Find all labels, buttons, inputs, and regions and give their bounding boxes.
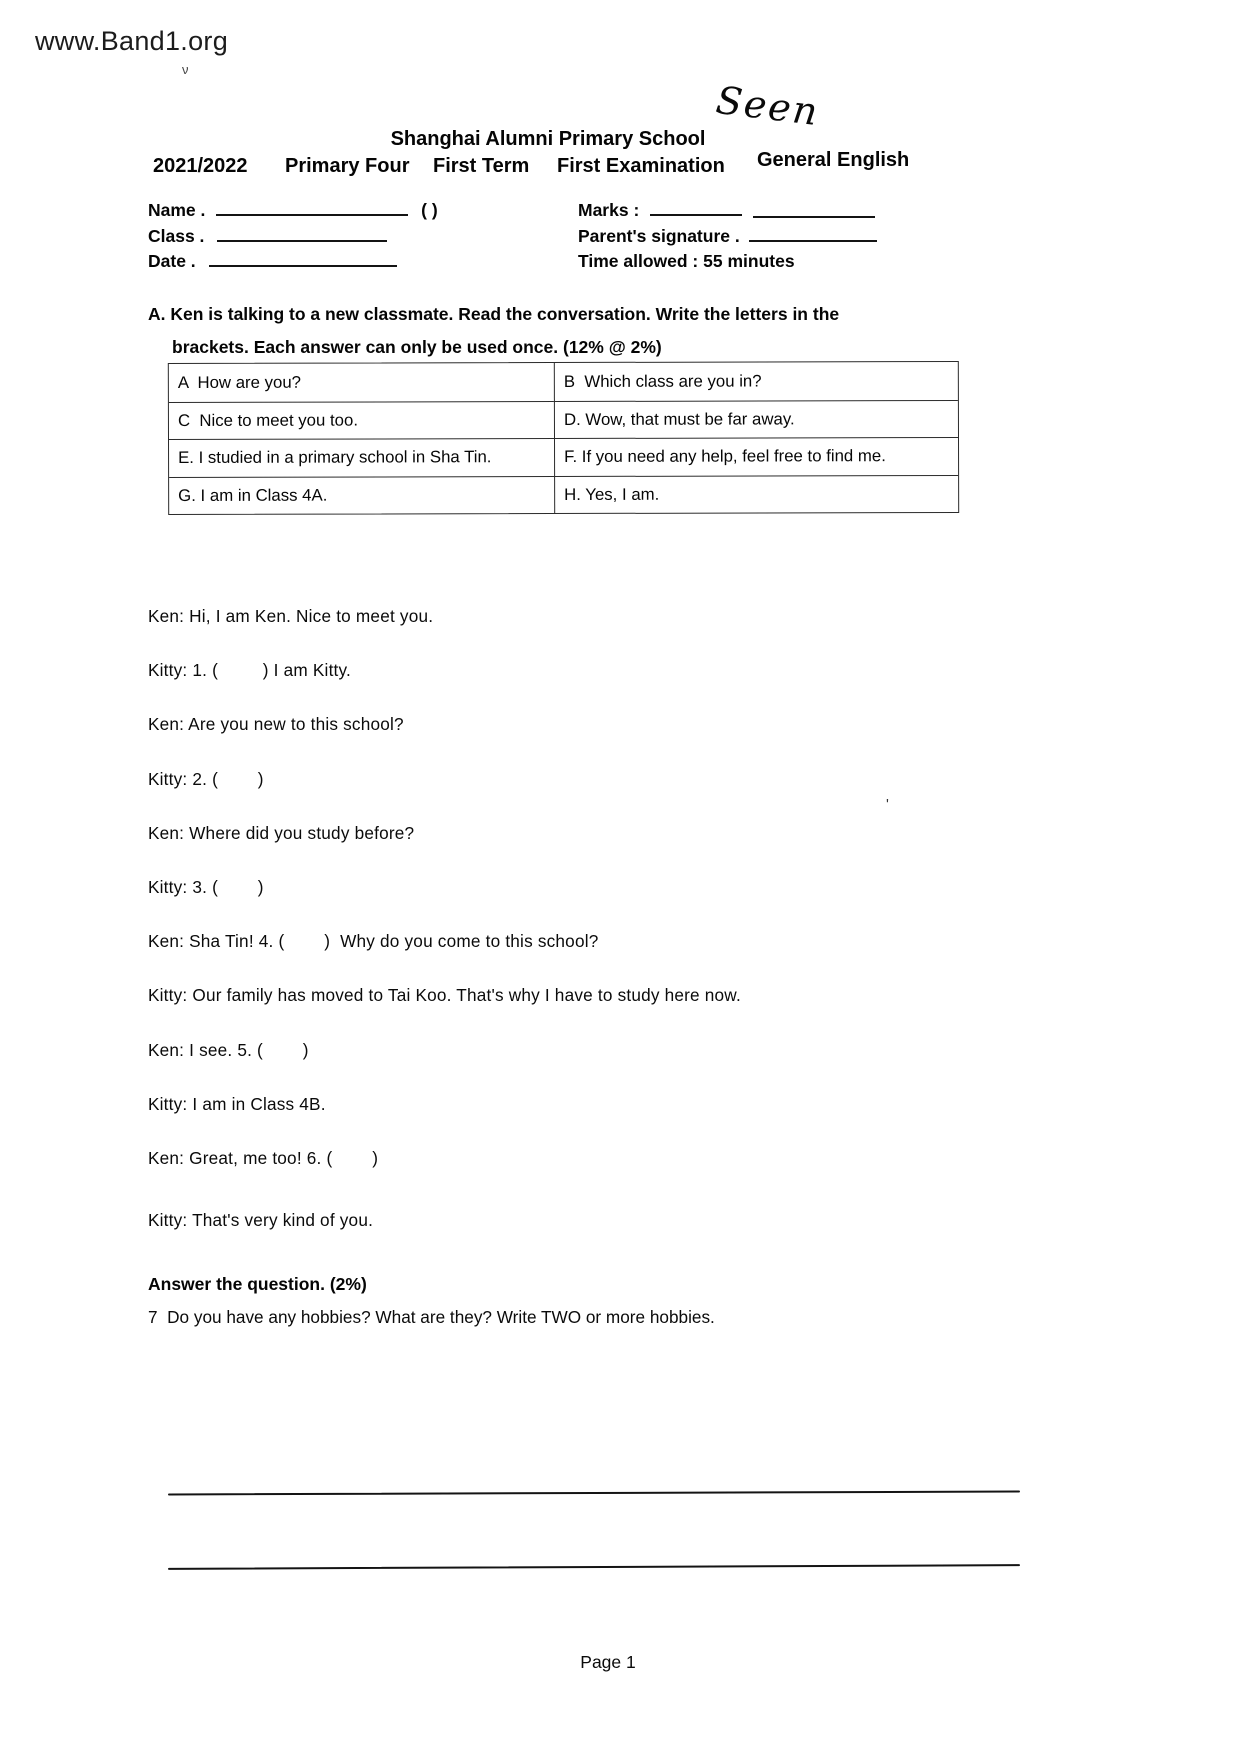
school-name-title: Shanghai Alumni Primary School [390,128,706,150]
section-a-instruction-line2: brackets. Each answer can only be used once. (12% @ 2%) [172,337,662,357]
option-cell-d: D. Wow, that must be far away. [554,399,958,438]
answer-blank-line-2 [168,1564,1020,1570]
dialogue-line-ken-1: Ken: Hi, I am Ken. Nice to meet you. [148,606,434,626]
date-field [148,251,397,272]
answer-options-table [168,361,959,515]
name-bracket: ( ) [421,200,438,220]
dialogue-line-ken-2: Ken: Are you new to this school? [148,714,404,735]
option-cell-b: B Which class are you in? [554,362,958,401]
name-blank-line [216,200,408,216]
scan-artifact-apostrophe: ' [886,796,889,813]
watermark-url: www.Band1.org [35,26,229,56]
term-label: First Term [433,155,530,177]
marks-field [578,200,875,221]
marks-blank-line-2 [753,202,875,218]
name-label: Name . [148,200,206,220]
option-cell-f: F. If you need any help, feel free to find me. [554,437,958,476]
dialogue-line-kitty-3: Kitty: 3. ( ) [148,876,264,897]
marks-blank-line-1 [650,200,742,216]
conversation-block [148,606,741,1264]
dialogue-line-kitty-2: Kitty: 2. ( ) [148,768,264,789]
scan-artifact-mark: ν [182,62,189,77]
dialogue-line-ken-6: Ken: Great, me too! 6. ( ) [148,1147,379,1168]
parent-signature-label: Parent's signature . [578,226,740,246]
class-field [148,226,387,247]
dialogue-line-kitty-4: Kitty: Our family has moved to Tai Koo. That's why I have to study here now. [148,985,741,1006]
grade-level: Primary Four [285,155,410,177]
examination-label: First Examination [557,155,725,177]
name-field [148,200,438,221]
page-number: Page 1 [580,1652,636,1672]
dialogue-line-kitty-5: Kitty: I am in Class 4B. [148,1093,326,1114]
answer-question-heading: Answer the question. (2%) [148,1274,367,1294]
class-blank-line [217,226,387,242]
question-7-text: 7 Do you have any hobbies? What are they? Write TWO or more hobbies. [148,1307,715,1327]
option-cell-g: G. I am in Class 4A. [169,476,554,515]
dialogue-line-kitty-1: Kitty: 1. ( ) I am Kitty. [148,660,352,681]
parent-signature-blank-line [749,226,877,242]
school-year: 2021/2022 [153,155,248,177]
time-allowed-label: Time allowed : 55 minutes [578,251,795,271]
subject-label: General English [757,149,910,171]
marks-label: Marks : [578,200,640,220]
option-cell-a: A How are you? [177,372,302,392]
date-blank-line [209,251,397,267]
class-label: Class . [148,226,205,246]
date-label: Date . [148,251,196,271]
seen-handwritten-stamp: Seen [713,77,822,135]
time-allowed-field [578,251,795,272]
dialogue-line-ken-3: Ken: Where did you study before? [148,822,415,843]
option-cell-h: H. Yes, I am. [554,474,958,513]
dialogue-line-ken-4: Ken: Sha Tin! 4. ( ) Why do you come to this school? [148,931,599,952]
section-a-instruction-line1: A. Ken is talking to a new classmate. Read the conversation. Write the letters in the [148,304,840,324]
parent-signature-field [578,226,877,247]
answer-blank-line-1 [168,1491,1020,1496]
option-cell-c: C Nice to meet you too. [169,401,554,440]
option-cell-e: E. I studied in a primary school in Sha Tin. [169,438,554,477]
dialogue-line-ken-5: Ken: I see. 5. ( ) [148,1039,309,1060]
dialogue-line-kitty-6: Kitty: That's very kind of you. [148,1210,374,1231]
